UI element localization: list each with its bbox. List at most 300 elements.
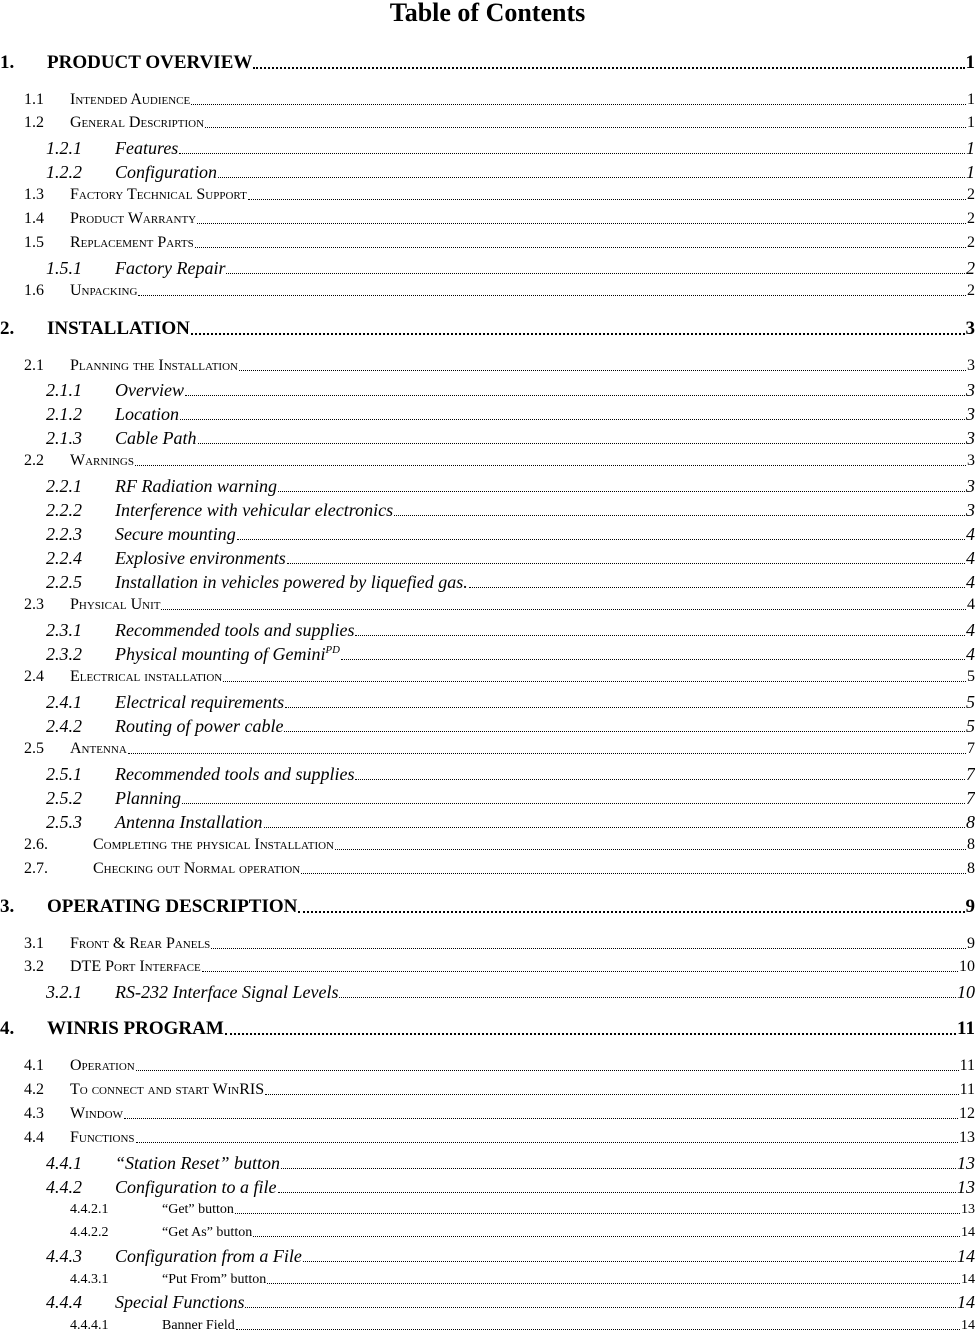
toc-entry-number: 2.2.1 [46,476,115,496]
toc-entry-label [115,982,338,1002]
toc-entry[interactable] [24,210,975,228]
dot-leader [245,1307,956,1308]
toc-entry-page: 7 [966,764,975,784]
toc-entry-page: 3 [966,404,975,424]
dot-leader [239,370,966,371]
toc-entry-number: 2.5.3 [46,812,115,832]
toc-entry[interactable] [24,357,975,375]
dot-leader [135,465,966,466]
toc-entry-number: 4.1 [24,1057,70,1075]
toc-entry-label-text: WINRIS PROGRAM [47,1018,224,1039]
toc-entry-label [47,318,190,340]
dot-leader [180,419,965,420]
toc-entry[interactable] [24,958,975,976]
toc-entry[interactable] [46,428,975,448]
toc-entry-label-text: Electrical requirements [115,692,284,712]
toc-entry-label [70,935,210,953]
toc-entry-page: 3 [966,318,975,340]
toc-entry-label-text: Interference with vehicular electronics [115,500,393,520]
toc-entry-label [70,452,134,470]
toc-entry-label [115,764,354,784]
toc-entry-number: 4. [0,1018,47,1040]
toc-entry-page: 3 [967,452,975,470]
toc-entry-label [115,258,225,278]
dot-leader [223,681,966,682]
toc-entry-page: 7 [966,788,975,808]
dot-leader [339,997,956,998]
toc-entry-label-text: Antenna Installation [115,812,263,832]
toc-entry-page: 3 [967,357,975,375]
toc-entry-label [70,668,222,686]
toc-entry-label [115,500,393,520]
dot-leader [205,127,966,128]
toc-entry-label-text: Factory Technical Support [70,186,247,203]
dot-leader [197,223,966,224]
toc-entry-label [115,404,179,424]
toc-entry-label [47,1018,224,1040]
toc-entry-page: 2 [966,258,975,278]
dot-leader [136,1070,959,1071]
dot-leader [235,1213,960,1214]
toc-entry-label-text: Banner Field [162,1318,235,1333]
toc-entry-number: 2.4.1 [46,692,115,712]
dot-leader [335,849,966,850]
toc-entry-label-text: Planning [115,788,181,808]
toc-entry-page: 8 [967,860,975,878]
toc-entry-number: 2.1.2 [46,404,115,424]
toc-entry-page: 8 [966,812,975,832]
toc-entry-label [70,1057,135,1075]
toc-entry-label-text: Planning the Installation [70,357,238,374]
toc-entry-number: 2.4 [24,668,70,686]
toc-entry-number: 1.2 [24,114,70,132]
toc-entry-label [115,476,277,496]
toc-entry-number: 2.7. [24,860,93,878]
toc-entry-label [115,162,217,182]
toc-entry-label-text: RS-232 Interface Signal Levels [115,982,338,1002]
toc-entry-page: 5 [966,692,975,712]
toc-entry-label-text: Operation [70,1057,135,1074]
toc-entry-label-text: Recommended tools and supplies [115,620,354,640]
toc-entry-page: 2 [967,186,975,204]
toc-entry-page: 13 [959,1129,975,1147]
toc-entry-label [93,860,300,878]
toc-entry-page: 7 [967,740,975,758]
toc-entry[interactable] [24,452,975,470]
toc-entry-label-text: INSTALLATION [47,318,190,339]
toc-entry[interactable] [46,764,975,784]
toc-entry-label-text: “Get As” button [162,1225,252,1240]
toc-entry-label [70,1105,123,1123]
toc-entry[interactable] [24,836,975,854]
toc-entry-page: 4 [967,596,975,614]
toc-entry[interactable] [46,524,975,544]
toc-entry[interactable] [70,1202,975,1218]
toc-entry-number: 1.2.1 [46,138,115,158]
toc-entry-page: 12 [959,1105,975,1123]
toc-entry-label-text: Replacement Parts [70,234,194,251]
dot-leader [128,753,966,754]
toc-entry[interactable] [46,138,975,158]
toc-entry-label [115,644,340,664]
toc-entry-number: 4.2 [24,1081,70,1099]
toc-entry-label [162,1318,235,1334]
dot-leader [253,1236,960,1237]
dot-leader [253,67,964,69]
toc-entry-label [115,1177,277,1197]
toc-entry[interactable] [24,1057,975,1075]
toc-entry-number: 3. [0,896,47,918]
toc-entry-number: 2.1.3 [46,428,115,448]
toc-entry-number: 1.2.2 [46,162,115,182]
toc-entry-label-text: Secure mounting [115,524,236,544]
toc-entry-label-text: Antenna [70,740,127,757]
toc-entry-label [47,52,252,74]
toc-entry-page: 4 [966,572,975,592]
toc-entry-label [115,524,236,544]
toc-entry[interactable] [24,1105,975,1123]
toc-entry-page: 5 [967,668,975,686]
toc-entry-number: 3.2 [24,958,70,976]
toc-entry-label [115,138,178,158]
toc-entry[interactable] [46,548,975,568]
toc-entry-number: 1.5 [24,234,70,252]
toc-entry[interactable] [0,318,975,340]
dot-leader [278,1192,956,1193]
toc-entry-label [70,1081,264,1099]
toc-entry-number: 2.5.2 [46,788,115,808]
toc-entry-label-text: Routing of power cable [115,716,283,736]
toc-entry-label-text: Completing the physical Installation [93,836,334,853]
toc-entry-page: 4 [966,548,975,568]
toc-entry-number: 4.4.3 [46,1246,115,1266]
toc-entry-page: 2 [967,282,975,300]
dot-leader [138,295,966,296]
toc-entry-label [115,572,468,592]
toc-entry-page: 1 [966,52,975,74]
toc-entry-page: 3 [966,380,975,400]
toc-entry-label-text: Location [115,404,179,424]
toc-entry-label-text: Product Warranty [70,210,196,227]
toc-entry-number: 2.5.1 [46,764,115,784]
toc-entry-label-text: Electrical installation [70,668,222,685]
toc-entry-page: 3 [966,428,975,448]
dot-leader [236,1329,960,1330]
dot-leader [182,803,965,804]
dot-leader [191,104,966,105]
toc-entry-page: 9 [967,935,975,953]
toc-entry-label [115,620,354,640]
toc-entry-label [115,1292,244,1312]
dot-leader [264,827,966,828]
dot-leader [218,177,965,178]
toc-entry[interactable] [46,644,975,664]
toc-entry-page: 11 [960,1057,975,1075]
toc-entry-number: 4.4.2 [46,1177,115,1197]
dot-leader [265,1094,958,1095]
toc-entry-page: 4 [966,524,975,544]
toc-entry-label [115,812,263,832]
toc-entry-label-text: Physical Unit [70,596,160,613]
toc-entry-label [93,836,334,854]
toc-entry-page: 10 [957,982,975,1002]
toc-entry-label-text: Checking out Normal operation [93,860,300,877]
toc-entry-label-text: Explosive environments [115,548,286,568]
toc-entry[interactable] [46,982,975,1002]
toc-entry-number: 4.4 [24,1129,70,1147]
toc-entry-page: 3 [966,476,975,496]
toc-entry-label-text: “Station Reset” button [115,1153,280,1173]
toc-entry-label [70,282,137,300]
toc-entry-label-text: Unpacking [70,282,137,299]
toc-entry[interactable] [70,1272,975,1288]
toc-entry-label [115,716,283,736]
dot-leader [226,273,965,274]
toc-entry-number: 4.4.4.1 [70,1318,162,1334]
toc-entry[interactable] [24,935,975,953]
toc-entry-label [115,1153,280,1173]
dot-leader [191,333,965,335]
toc-entry[interactable] [46,812,975,832]
toc-entry-label-text: Functions [70,1129,135,1146]
toc-entry-number: 4.3 [24,1105,70,1123]
toc-entry-number: 4.4.2.2 [70,1225,162,1241]
toc-entry-page: 1 [967,114,975,132]
toc-entry-page: 13 [957,1177,975,1197]
toc-entry[interactable] [24,1081,975,1099]
dot-leader [285,707,965,708]
toc-entry-label [162,1202,234,1218]
toc-entry-number: 2.5 [24,740,70,758]
dot-leader [136,1142,958,1143]
toc-entry-number: 2.2.4 [46,548,115,568]
toc-entry-page: 13 [957,1153,975,1173]
toc-entry-number: 2.3.1 [46,620,115,640]
toc-entry[interactable] [24,282,975,300]
toc-entry-label-text: Intended Audience [70,91,190,108]
toc-entry-number: 2.2.5 [46,572,115,592]
toc-entry-label [47,896,297,918]
dot-leader [211,948,966,949]
toc-entry[interactable] [46,162,975,182]
toc-entry-page: 9 [966,896,975,918]
dot-leader [301,873,966,874]
toc-entry-label-text: Configuration from a File [115,1246,302,1266]
toc-entry[interactable] [46,500,975,520]
toc-entry-label [115,548,286,568]
toc-entry-number: 1. [0,52,47,74]
toc-entry[interactable] [46,620,975,640]
toc-entry-number: 1.6 [24,282,70,300]
toc-entry[interactable] [46,716,975,736]
toc-entry-number: 4.4.2.1 [70,1202,162,1218]
toc-entry-label-text: PRODUCT OVERVIEW [47,52,252,73]
toc-entry-label-text: RF Radiation warning [115,476,277,496]
toc-entry-label [70,740,127,758]
toc-entry-page: 8 [967,836,975,854]
toc-entry-label-text: “Put From” button [162,1272,266,1287]
dot-leader [298,911,964,913]
dot-leader [303,1261,956,1262]
toc-entry-label [70,234,194,252]
toc-entry-label-text: Configuration to a file [115,1177,277,1197]
toc-entry-page: 5 [966,716,975,736]
toc-entry[interactable] [46,1292,975,1312]
toc-entry-label-text: Front & Rear Panels [70,935,210,952]
toc-entry-label-text: Configuration [115,162,217,182]
toc-entry-label [70,958,201,976]
toc-entry-label-text: “Get” button [162,1202,234,1217]
toc-entry[interactable] [46,476,975,496]
toc-entry-page: 14 [961,1318,975,1334]
toc-entry[interactable] [46,258,975,278]
toc-entry-page: 11 [957,1018,975,1040]
toc-entry-page: 4 [966,620,975,640]
dot-leader [179,153,965,154]
dot-leader [225,1033,956,1035]
toc-entry-page: 11 [960,1081,975,1099]
toc-entry-number: 1.4 [24,210,70,228]
toc-entry[interactable] [46,404,975,424]
toc-entry-page: 14 [961,1225,975,1241]
toc-entry-label [115,692,284,712]
toc-entry-number: 4.4.4 [46,1292,115,1312]
toc-entry-label-text: Warnings [70,452,134,469]
toc-entry-number: 1.3 [24,186,70,204]
dot-leader [185,395,965,396]
toc-entry[interactable] [46,1177,975,1197]
toc-entry[interactable] [46,572,975,592]
dot-leader [394,515,965,516]
dot-leader [202,971,958,972]
toc-entry-page: 10 [959,958,975,976]
toc-entry-label-text: Installation in vehicles powered by liquefied gas. [115,572,468,592]
toc-entry[interactable] [46,1153,975,1173]
toc-entry[interactable] [24,91,975,109]
dot-leader [469,587,965,588]
dot-leader [287,563,965,564]
toc-entry-number: 2.6. [24,836,93,854]
toc-entry-label-text: Overview [115,380,184,400]
toc-entry[interactable] [0,896,975,918]
page-title: Table of Contents [0,0,975,26]
toc-entry-number: 2.3 [24,596,70,614]
toc-entry-label-text: DTE Port Interface [70,958,201,975]
toc-entry[interactable] [46,380,975,400]
toc-entry-number: 2.3.2 [46,644,115,664]
toc-entry-label [162,1272,266,1288]
toc-entry-label [115,1246,302,1266]
toc-entry[interactable] [70,1225,975,1241]
toc-entry-label-text: To connect and start WinRIS [70,1081,264,1098]
dot-leader [284,731,965,732]
toc-entry-label-text: Cable Path [115,428,197,448]
toc-entry-page: 2 [967,210,975,228]
toc-entry[interactable] [24,1129,975,1147]
toc-entry-label [70,91,190,109]
toc-entry-label [115,428,197,448]
toc-entry-number: 4.4.3.1 [70,1272,162,1288]
toc-entry-number: 2. [0,318,47,340]
toc-entry-label [115,788,181,808]
toc-entry-number: 2.4.2 [46,716,115,736]
toc-entry[interactable] [24,860,975,878]
toc-entry[interactable] [0,1018,975,1040]
toc-entry[interactable] [24,234,975,252]
toc-entry-number: 1.1 [24,91,70,109]
toc-entry-number: 2.2.2 [46,500,115,520]
toc-entry-label-text: OPERATING DESCRIPTION [47,896,297,917]
toc-entry-label-text: Features [115,138,178,158]
toc-entry-number: 3.2.1 [46,982,115,1002]
toc-entry[interactable] [24,596,975,614]
toc-entry-page: 1 [967,91,975,109]
toc-entry-number: 2.1.1 [46,380,115,400]
toc-entry-number: 3.1 [24,935,70,953]
toc-entry[interactable] [24,668,975,686]
toc-entry-number: 2.1 [24,357,70,375]
toc-entry-page: 1 [966,138,975,158]
toc-entry-label-text: Physical mounting of Gemini [115,644,325,664]
dot-leader [248,199,966,200]
toc-entry-label [70,1129,135,1147]
dot-leader [341,659,965,660]
toc-entry-label-text: Window [70,1105,123,1122]
toc-entry-page: 2 [967,234,975,252]
toc-entry[interactable] [46,692,975,712]
toc-entry-label [70,186,247,204]
toc-entry-number: 2.2 [24,452,70,470]
toc-entry-page: 1 [966,162,975,182]
toc-entry[interactable] [24,186,975,204]
dot-leader [281,1168,956,1169]
toc-entry-page: 13 [961,1202,975,1218]
dot-leader [355,779,965,780]
toc-entry-label-text: General Description [70,114,204,131]
toc-entry-number: 1.5.1 [46,258,115,278]
toc-entry-page: 14 [957,1292,975,1312]
toc-entry-page: 4 [966,644,975,664]
dot-leader [198,443,966,444]
toc-entry[interactable] [46,788,975,808]
toc-entry-label-text: Recommended tools and supplies [115,764,354,784]
toc-entry[interactable] [24,114,975,132]
toc-entry-label [70,357,238,375]
dot-leader [355,635,965,636]
toc-entry-label [115,380,184,400]
dot-leader [278,491,965,492]
toc-entry-page: 3 [966,500,975,520]
toc-entry-label-text: Special Functions [115,1292,244,1312]
dot-leader [237,539,965,540]
toc-entry-superscript: PD [325,644,339,656]
toc-entry-label [70,210,196,228]
dot-leader [195,247,966,248]
dot-leader [124,1118,958,1119]
toc-entry-label-text: Factory Repair [115,258,225,278]
dot-leader [267,1283,960,1284]
toc-entry[interactable] [70,1318,975,1334]
toc-entry[interactable] [46,1246,975,1266]
toc-entry-number: 2.2.3 [46,524,115,544]
toc-entry[interactable] [0,52,975,74]
toc-entry-number: 4.4.1 [46,1153,115,1173]
toc-entry-page: 14 [961,1272,975,1288]
toc-entry-page: 14 [957,1246,975,1266]
toc-entry-label [70,114,204,132]
toc-entry[interactable] [24,740,975,758]
toc-entry-label [70,596,160,614]
